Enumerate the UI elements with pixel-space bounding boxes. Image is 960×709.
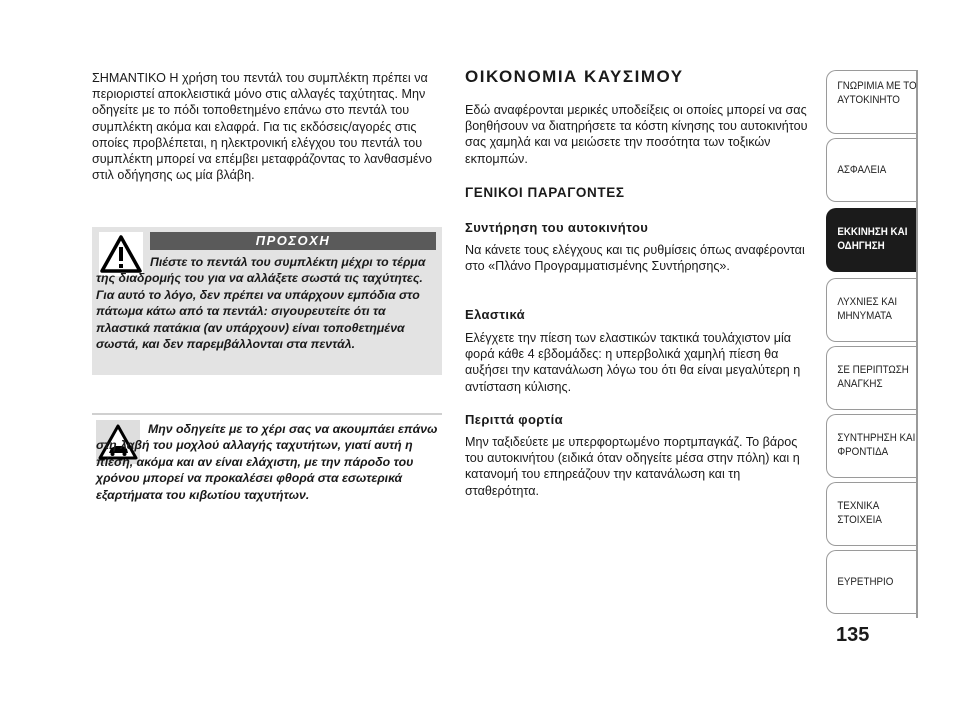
note-divider xyxy=(92,413,442,415)
section-title: ΟΙΚΟΝΟΜΙΑ ΚΑΥΣΙΜΟΥ xyxy=(465,67,684,86)
maintenance-heading: Συντήρηση του αυτοκινήτου xyxy=(465,220,649,235)
page-number: 135 xyxy=(836,624,870,646)
general-factors-heading: ΓΕΝΙΚΟΙ ΠΑΡΑΓΟΝΤΕΣ xyxy=(465,185,625,200)
extra-loads-heading: Περιττά φορτία xyxy=(465,412,563,427)
warning-label-bar xyxy=(150,232,436,250)
tab-safety[interactable] xyxy=(826,138,916,202)
warning-text: Πιέστε το πεντάλ του συμπλέκτη μέχρι το τέρμα της διαδρομής του για να αλλάξετε σωστά τις ταχύτητες. Για αυτό το λόγο, δεν πρέπει να υπάρχουν εμπόδια στο πάτωμα κάτω από τα πεντάλ: σιγουρευτείτε ότι τα πλαστικά πατάκια (αν υπάρχουν) είναι τοποθετημένα σωστά, και δεν παρεμβάλλονται στα πεντάλ. xyxy=(96,255,426,352)
tab-label: ΣΥΝΤΗΡΗΣΗ ΚΑΙ ΦΡΟΝΤΙΔΑ xyxy=(837,432,916,458)
tab-maintenance-care[interactable] xyxy=(826,414,916,478)
tab-label: ΕΚΚΙΝΗΣΗ ΚΑΙ ΟΔΗΓΗΣΗ xyxy=(837,226,908,252)
tab-label: ΛΥΧΝΙΕΣ ΚΑΙ ΜΗΝΥΜΑΤΑ xyxy=(837,296,898,322)
extra-loads-text: Μην ταξιδεύετε με υπερφορτωμένο πορτμπαγκάζ. Το βάρος του αυτοκινήτου (ειδικά όταν οδηγείτε μέσα στην πόλη) και η κατανομή του επηρεάζουν την κατανάλωση και τη σταθερότητα. xyxy=(465,435,800,498)
tab-label: ΣΕ ΠΕΡΙΠΤΩΣΗ ΑΝΑΓΚΗΣ xyxy=(837,364,909,390)
tab-emergency[interactable] xyxy=(826,346,916,410)
tab-label: ΕΥΡΕΤΗΡΙΟ xyxy=(837,576,894,588)
tab-getting-to-know-car[interactable] xyxy=(826,70,916,134)
tyres-text: Ελέγχετε την πίεση των ελαστικών τακτικά τουλάχιστον μία φορά κάθε 4 εβδομάδες: η υπερβολικά χαμηλή πίεση θα αυξήσει την κατανάλωση λόγω του ότι θα είναι μεγαλύτερη η αντίσταση κύλισης. xyxy=(465,331,801,394)
tab-label: ΤΕΧΝΙΚΑ ΣΤΟΙΧΕΙΑ xyxy=(837,500,882,526)
tab-label: ΓΝΩΡΙΜΙΑ ΜΕ ΤΟ ΑΥΤΟΚΙΝΗΤΟ xyxy=(837,80,917,106)
fuel-economy-intro: Εδώ αναφέρονται μερικές υποδείξεις οι οποίες μπορεί να σας βοηθήσουν να διατηρήσετε τα κόστη κίνησης του αυτοκινήτου σας χαμηλά και να μειώσετε την ποσότητα των τοξικών εκπομπών. xyxy=(465,103,808,166)
note-text: Μην οδηγείτε με το χέρι σας να ακουμπάει επάνω στη λαβή του μοχλού αλλαγής ταχυτήτων, γιατί αυτή η πίεση, ακόμα και αν είναι ελάχιστη, με την πάροδο του χρόνου μπορεί να προκαλέσει φθορά στα εσωτερικά εξαρτήματα του κιβωτίου ταχυτήτων. xyxy=(96,422,438,502)
tab-technical-data[interactable] xyxy=(826,482,916,546)
tab-label: ΑΣΦΑΛΕΙΑ xyxy=(837,164,887,176)
warning-label: ΠΡΟΣΟΧΗ xyxy=(255,233,331,248)
tyres-heading: Ελαστικά xyxy=(465,307,526,322)
tab-lights-messages[interactable] xyxy=(826,278,916,342)
tab-index[interactable] xyxy=(826,550,916,614)
tab-starting-driving[interactable] xyxy=(826,208,916,272)
important-note-text: ΣΗΜΑΝΤΙΚΟ Η χρήση του πεντάλ του συμπλέκτη πρέπει να περιοριστεί αποκλειστικά μόνο στις αλλαγές ταχύτητας. Μην οδηγείτε με το πόδι τοποθετημένο επάνω στο πεντάλ του συμπλέκτη ακόμα και ελαφρά. Για τις εκδόσεις/αγορές στις οποίες προβλέπεται, η ηλεκτρονική ελέγχου του πεντάλ του συμπλέκτη μπορεί να επέμβει μεταφράζοντας το λανθασμένο στιλ οδήγησης ως μία βλάβη. xyxy=(92,71,432,183)
maintenance-text: Να κάνετε τους ελέγχους και τις ρυθμίσεις όπως αναφέρονται στο «Πλάνο Προγραμματισμένης Συντήρησης». xyxy=(465,243,805,274)
